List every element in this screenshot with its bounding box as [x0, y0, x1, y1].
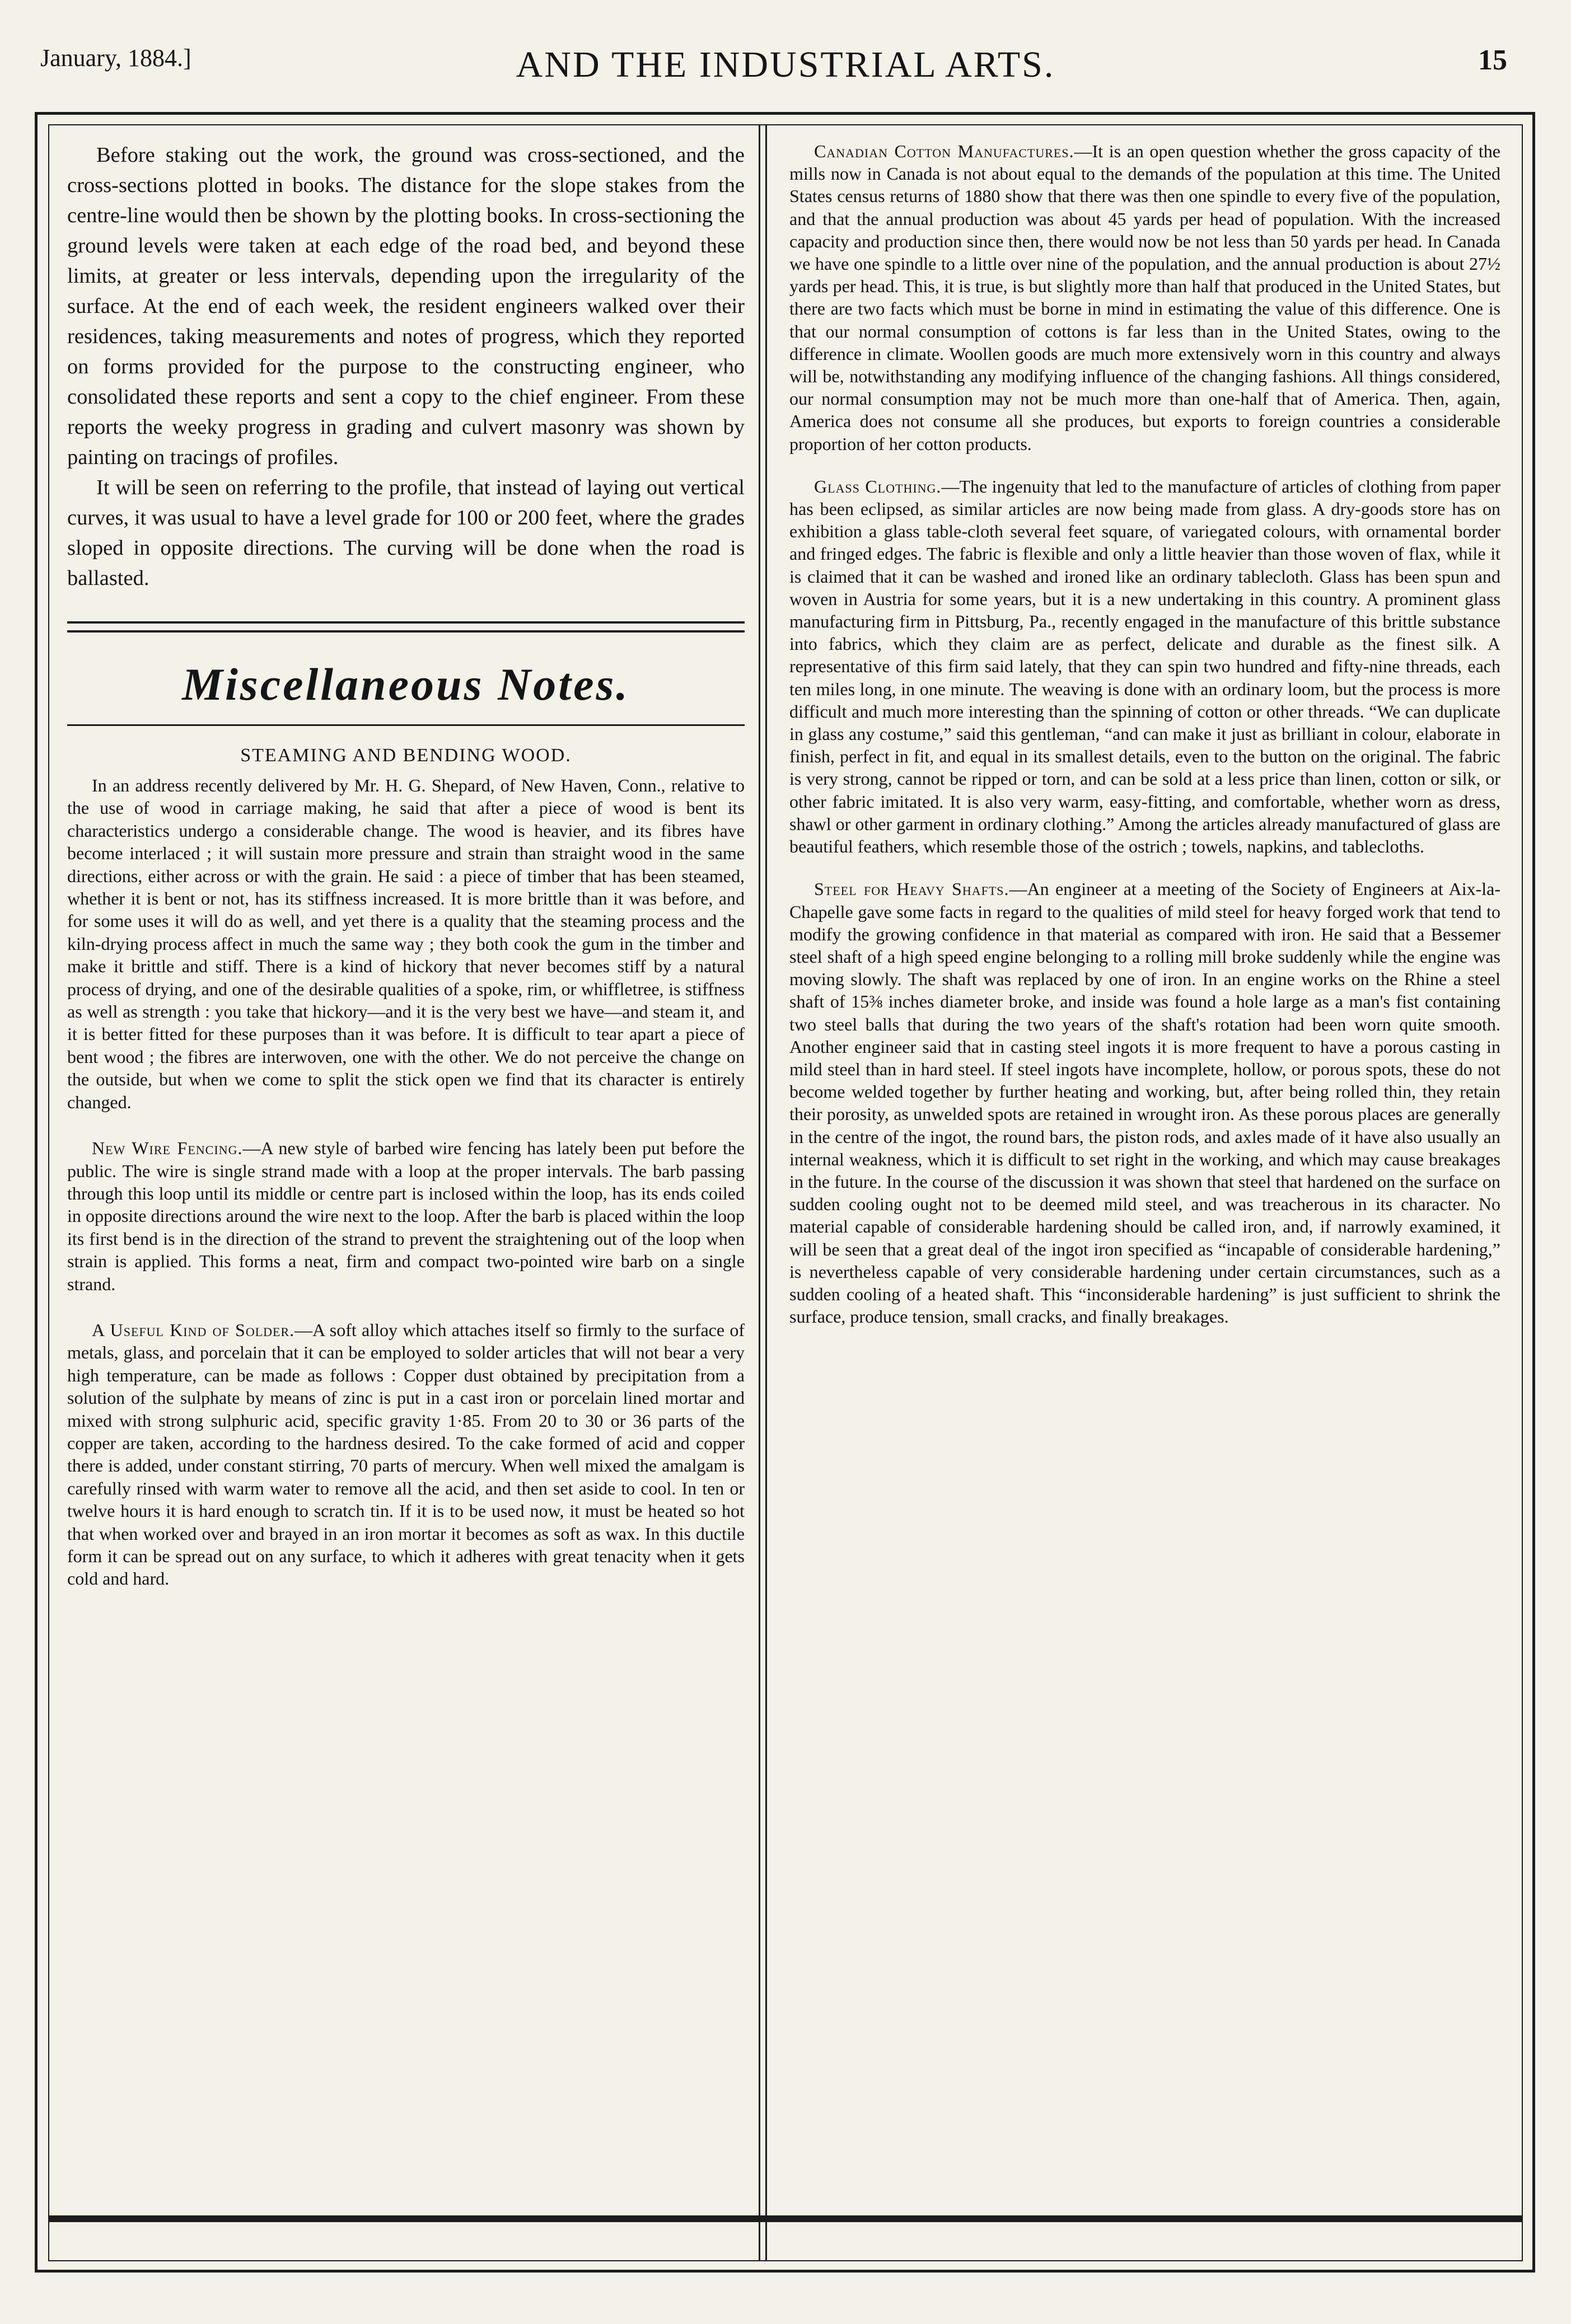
bottom-rule [48, 2215, 1523, 2222]
article-lead: A Useful Kind of Solder. [92, 1319, 295, 1340]
article-text: —It is an open question whether the gross capacity of the mills now in Canada is not about equal to the demands of the population at this time. The United States census returns of 1880 show that there was then one spindle to every five of the population, and that the annual production was about 45 yards per head of population. With the increased capacity and production since then, there would now be not less than 50 yards per head. In Canada we have one spindle to a little over nine of the population, and the annual production is about 27½ yards per head. This, it is true, is but slightly more than half that produced in the United States, but there are two facts which must be borne in mind in estimating the value of this difference. One is that our normal consumption of cottons is far less than in the United States, owing to the difference in climate. Woollen goods are much more extensively worn in this country and always will be, notwithstanding any modifying influence of the changing fashions. All things considered, our normal consumption may not be much more than one-half that of America. Then, again, America does not consume all she produces, but exports to foreign countries a considerable proportion of her cotton products. [789, 141, 1501, 454]
article-lead: New Wire Fencing. [92, 1138, 243, 1159]
solder-paragraph [67, 1319, 745, 1590]
column-divider [759, 124, 760, 2260]
article-lead: Steel for Heavy Shafts. [814, 879, 1009, 899]
right-column [789, 140, 1500, 1328]
wire-fencing-paragraph [67, 1137, 745, 1295]
running-head-date: January, 1884.] [40, 44, 191, 72]
section-divider [67, 724, 745, 726]
article-heading: STEAMING AND BENDING WOOD. [240, 745, 572, 766]
article-text: —An engineer at a meeting of the Society of Engineers at Aix-la-Chapelle gave some facts in regard to the qualities of mild steel for heavy forged work that tend to modify the growing confidence in that material as compared with iron. He said that a Bessemer steel shaft of a high speed engine belonging to a rolling mill broke suddenly while the engine was moving slowly. The shaft was replaced by one of iron. In an engine works on the Rhine a steel shaft of 15⅜ inches diameter broke, and inside was found a hole large as a man's fist containing two steel balls that during the two years of the shaft's rotation had been worn quite smooth. Another engineer said that in casting steel ingots it is more frequent to have a porous casting in mild steel than in hard steel. If steel ingots have incomplete, hollow, or porous spots, these do not become welded together by further heating and working, but, after being rolled thin, they retain their porosity, as unwelded spots are retained in wrought iron. As these porous places are generally in the centre of the ingot, the round bars, the piston rods, and axles made of it have also usually an internal weakness, which it is difficult to set right in the working, and which may cause breakages in the future. In the course of the discussion it was shown that steel that hardened on the surface on sudden cooling ought not to be deemed mild steel, and was treacherous in its character. No material capable of considerable hardening should be called iron, and, if narrowly examined, it will be seen that a great deal of the ingot iron specified as “incapable of considerable hardening,” is nevertheless capable of very considerable hardening under certain circumstances, such as a sudden cooling of a heated shaft. This “inconsiderable hardening” is just sufficient to shrink the surface, produce tension, small cracks, and finally breakages. [789, 879, 1500, 1327]
intro-paragraph: Before staking out the work, the ground was cross-sectioned, and the cross-sections plotted in books. The distance for the slope stakes from the centre-line would then be shown by the plotting books. In cross-sectioning the ground levels were taken at each edge of the road bed, and beyond these limits, at greater or less intervals, depending upon the irregularity of the surface. At the end of each week, the resident engineers walked over their residences, taking measurements and notes of progress, which they reported on forms provided for the purpose to the constructing engineer, who consolidated these reports and sent a copy to the chief engineer. From these reports the weeky progress in grading and culvert masonry was shown by painting on tracings of profiles. [67, 143, 745, 469]
column-divider [765, 124, 767, 2260]
article-lead: Canadian Cotton Manufactures. [814, 141, 1074, 161]
intro-article [67, 140, 745, 593]
section-title: Miscellaneous Notes. [182, 659, 630, 710]
steaming-article [67, 774, 745, 1590]
intro-paragraph: It will be seen on referring to the profile, that instead of laying out vertical curves, it was usual to have a level grade for 100 or 200 feet, where the grades sloped in opposite directions. The curving will be done when the road is ballasted. [67, 476, 745, 590]
left-column [67, 140, 745, 1590]
steel-paragraph [789, 878, 1500, 1328]
article-text: —The ingenuity that led to the manufacture of articles of clothing from paper has been eclipsed, as similar articles are now being made from glass. A dry-goods store has on exhibition a glass table-cloth several feet square, of variegated colours, with ornamental border and fringed edges. The fabric is flexible and only a little heavier than those woven of flax, while it is claimed that it can be washed and ironed like an ordinary tablecloth. Glass has been spun and woven in Austria for some years, but it is a new undertaking in this country. A prominent glass manufacturing firm in Pittsburg, Pa., recently engaged in the manufacture of this brittle substance into fabrics, which they claim are as perfect, delicate and durable as the finest silk. A representative of this firm said lately, that they can spin two hundred and fifty-nine threads, each ten miles long, in one minute. The weaving is done with an ordinary loom, but the process is more difficult and much more interesting than the spinning of cotton or other threads. “We can duplicate in glass any costume,” said this gentleman, “and can make it just as brilliant in colour, elaborate in finish, perfect in fit, and equal in its smallest details, even to the button on the original. The fabric is very strong, cannot be ripped or torn, and can be sold at a less price than linen, cotton or silk, or other fabric imitated. It is also very warm, easy-fitting, and comfortable, whether worn as dress, shawl or other garment in ordinary clothing.” Among the articles already manufactured of glass are beautiful feathers, which resemble those of the ostrich ; towels, napkins, and tablecloths. [789, 476, 1500, 857]
glass-paragraph [789, 475, 1500, 858]
article-text: —A new style of barbed wire fencing has lately been put before the public. The wire is single strand made with a loop at the proper intervals. The barb passing through this loop until its middle or centre part is inclosed within the loop, has its ends coiled in opposite directions around the wire next to the loop. After the barb is placed within the loop its first bend is in the direction of the strand to prevent the straightening out of the loop when strain is applied. This forms a neat, firm and compact two-pointed wire barb on a single strand. [67, 1138, 745, 1294]
running-head-title: AND THE INDUSTRIAL ARTS. [516, 44, 1055, 85]
page-number: 15 [1478, 44, 1507, 76]
article-paragraph: In an address recently delivered by Mr. H. G. Shepard, of New Haven, Conn., relative to the use of wood in carriage making, he said that after a piece of wood is bent its characteristics undergo a considerable change. The wood is heavier, and its fibres have become interlaced ; it will sustain more pressure and strain than straight wood in the same directions, either across or with the grain. He said : a piece of timber that has been steamed, whether it is bent or not, has its stiffness increased. It is more brittle than it was before, and for some uses it will do as well, and yet there is a quality that the steaming process and the kiln-drying process affect in much the same way ; they both cook the gum in the timber and make it brittle and stiff. There is a kind of hickory that never becomes stiff by a natural process of drying, and one of the desirable qualities of a spoke, rim, or whiffletree, is stiffness as well as strength : you take that hickory—and it is the very best we have—and steam it, and it is better fitted for these purposes than it was before. It is difficult to tear apart a piece of bent wood ; the fibres are interwoven, one with the other. We do not perceive the change on the outside, but when we come to split the stick open we find that its character is entirely changed. [67, 775, 745, 1112]
article-text: —A soft alloy which attaches itself so firmly to the surface of metals, glass, and porcelain that it can be employed to solder articles that will not bear a very high temperature, can be made as follows : Copper dust obtained by precipitation from a solution of the sulphate by means of zinc is put in a cast iron or porcelain lined mortar and mixed with strong sulphuric acid, specific gravity 1·85. From 20 to 30 or 36 parts of the copper are taken, according to the hardness desired. To the cake formed of acid and copper there is added, under constant stirring, 70 parts of mercury. When well mixed the amalgam is carefully rinsed with warm water to remove all the acid, and then set aside to cool. In ten or twelve hours it is hard enough to scratch tin. If it is to be used now, it must be heated so hot that when worked over and brayed in an iron mortar it becomes as soft as wax. In this ductile form it can be spread out on any surface, to which it adheres with great tenacity when it gets cold and hard. [67, 1319, 745, 1589]
article-lead: Glass Clothing. [814, 476, 942, 496]
cotton-paragraph [789, 140, 1500, 455]
section-rule [67, 621, 745, 632]
